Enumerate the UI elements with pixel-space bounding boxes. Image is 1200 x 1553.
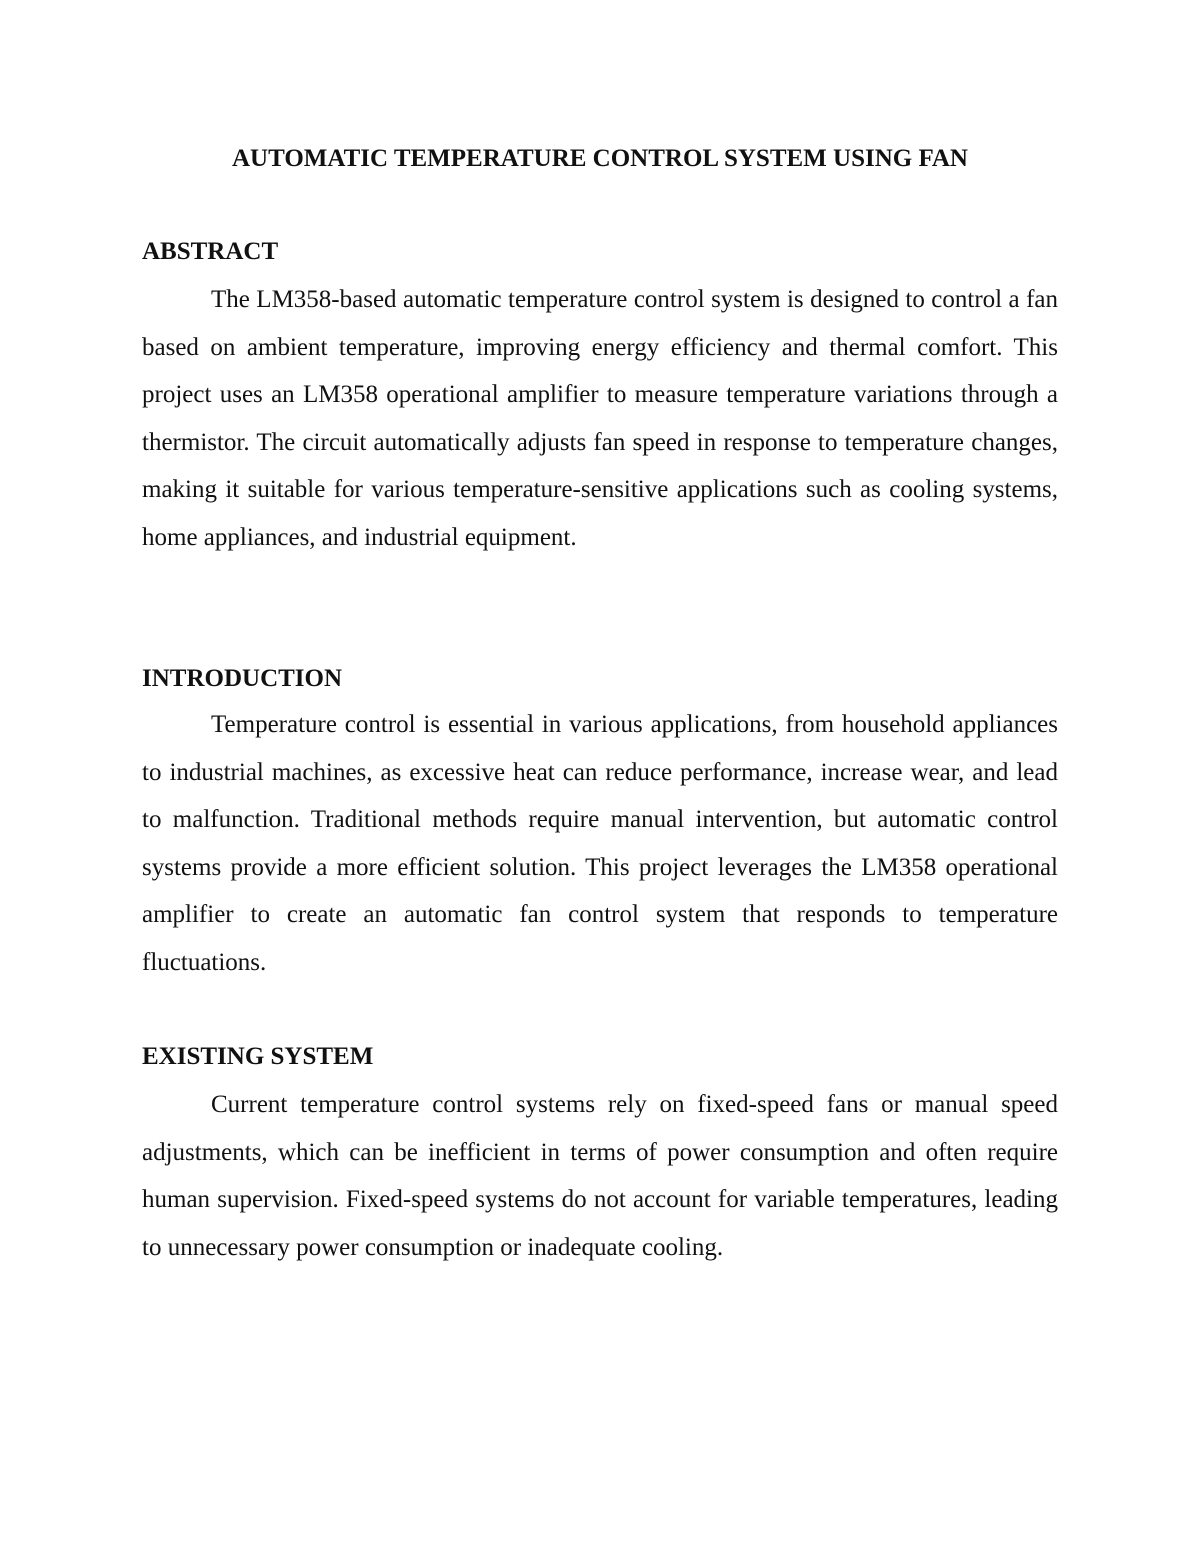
introduction-heading: INTRODUCTION [142,665,343,692]
introduction-paragraph: Temperature control is essential in various applications, from household appliances to industrial machines, as excessive heat can reduce performance, increase wear, and lead to malfunction. Traditional methods require manual intervention, but automatic control systems provide a more efficient solution. This project leverages the LM358 operational amplifier to create an automatic fan control system that responds to temperature fluctuations. [142,711,1058,976]
existing-system-paragraph: Current temperature control systems rely on fixed-speed fans or manual speed adjustments, which can be inefficient in terms of power consumption and often require human supervision. Fixed-speed systems do not account for variable temperatures, leading to unnecessary power consumption or inadequate cooling. [142,1091,1058,1261]
abstract-heading: ABSTRACT [142,238,279,265]
existing-system-heading: EXISTING SYSTEM [142,1043,374,1070]
document-title: AUTOMATIC TEMPERATURE CONTROL SYSTEM USING FAN [232,145,968,172]
introduction-section [142,663,1058,986]
existing-system-section [142,1041,1058,1271]
abstract-section [142,236,1058,561]
abstract-paragraph: The LM358-based automatic temperature control system is designed to control a fan based on ambient temperature, improving energy efficiency and thermal comfort. This project uses an LM358 operational amplifier to measure temperature variations through a thermistor. The circuit automatically adjusts fan speed in response to temperature changes, making it suitable for various temperature-sensitive applications such as cooling systems, home appliances, and industrial equipment. [142,286,1058,551]
